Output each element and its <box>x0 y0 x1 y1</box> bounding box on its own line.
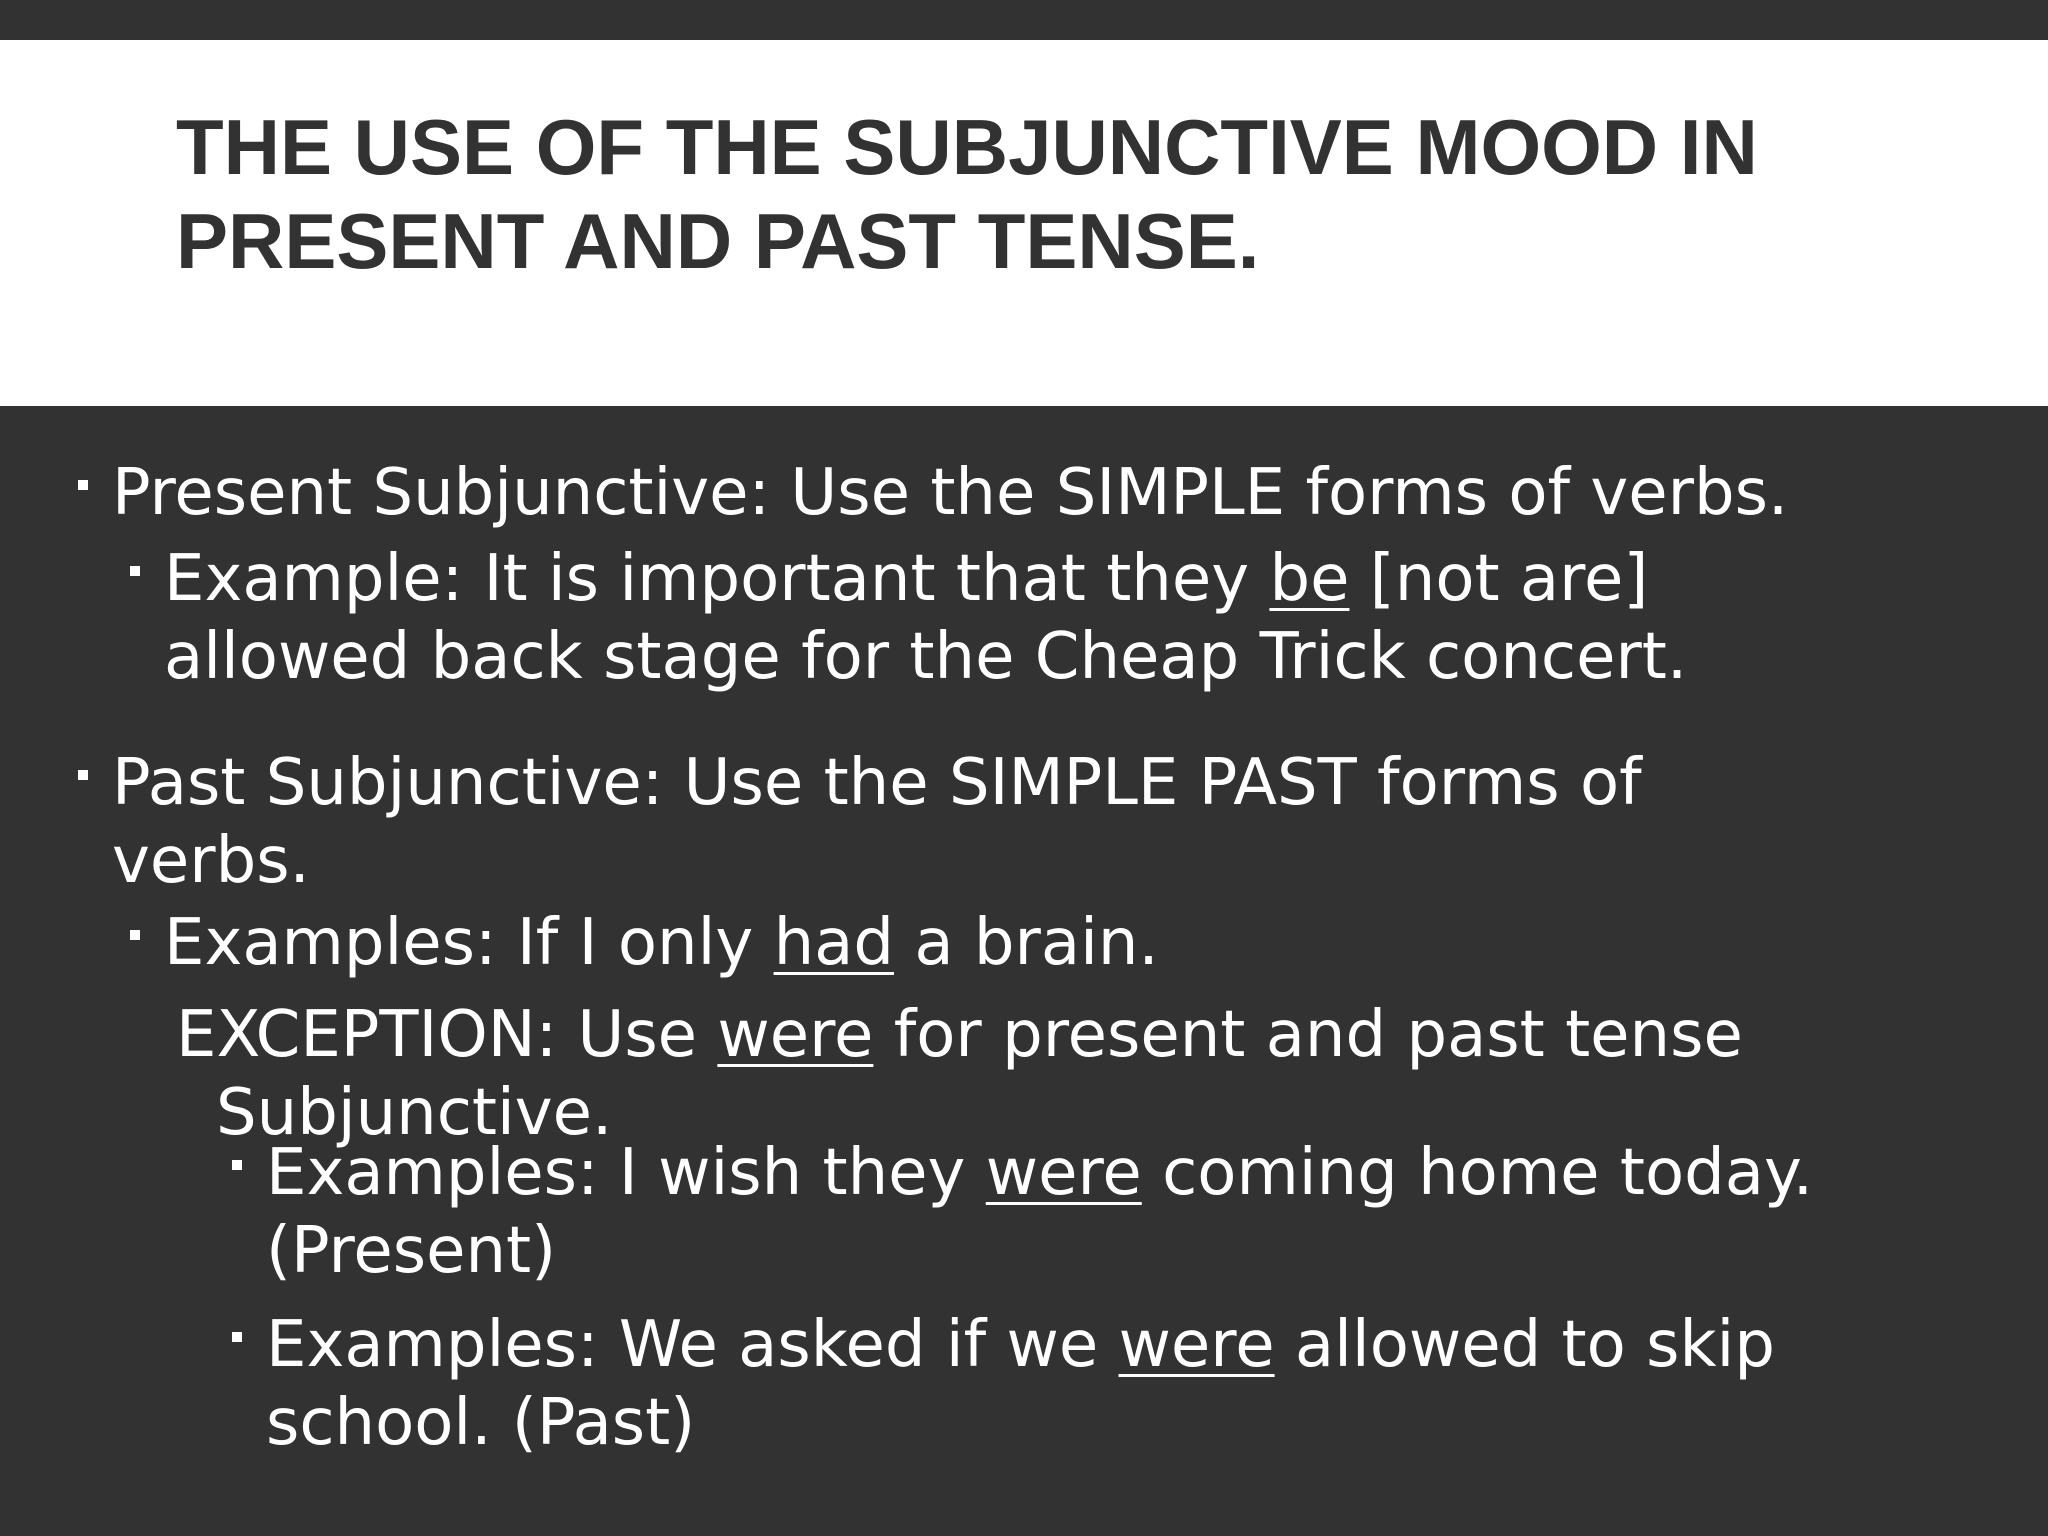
sub-example-1-line2-text: (Present) <box>266 1214 557 1288</box>
title-line-2: PRESENT AND PAST TENSE. <box>176 197 1260 285</box>
sub-example-2-line-2 <box>266 1384 695 1462</box>
bullet-square-icon <box>78 480 88 490</box>
past-example-post: a brain. <box>894 906 1159 980</box>
sub-example-2-line2-text: school. (Past) <box>266 1386 696 1460</box>
sub-example-2-post: allowed to skip <box>1274 1308 1775 1382</box>
past-subjunctive-line2: verbs. <box>112 824 310 898</box>
exception-post: for present and past tense <box>873 998 1743 1072</box>
sub-example-2-underlined: were <box>1118 1308 1275 1382</box>
top-strip <box>0 0 2048 40</box>
present-subjunctive-text: Present Subjunctive: Use the SIMPLE forms of verbs. <box>112 456 1789 530</box>
exception-underlined: were <box>717 998 874 1072</box>
present-example-line-2 <box>164 618 1687 696</box>
sub-example-1-underlined: were <box>985 1136 1142 1210</box>
present-example-underlined: be <box>1269 542 1350 616</box>
past-subjunctive-line-2 <box>112 822 310 900</box>
title-line-1: THE USE OF THE SUBJUNCTIVE MOOD IN <box>176 103 1758 191</box>
bullet-square-icon <box>232 1160 242 1170</box>
sub-example-1-post: coming home today. <box>1141 1136 1814 1210</box>
present-example-post: [not are] <box>1349 542 1649 616</box>
bullet-sub-example-past <box>266 1306 1775 1384</box>
sub-example-2-pre: Examples: We asked if we <box>266 1308 1119 1382</box>
bullet-present-example <box>164 540 1648 618</box>
past-example-pre: Examples: If I only <box>164 906 774 980</box>
sub-example-1-pre: Examples: I wish they <box>266 1136 986 1210</box>
bullet-square-icon <box>232 1332 242 1342</box>
bullet-past-subjunctive <box>112 744 1642 822</box>
past-subjunctive-line1: Past Subjunctive: Use the SIMPLE PAST forms of <box>112 746 1642 820</box>
present-example-pre: Example: It is important that they <box>164 542 1270 616</box>
bullet-square-icon <box>130 930 140 940</box>
exception-paragraph <box>176 996 1743 1074</box>
bullet-past-example <box>164 904 1159 982</box>
bullet-sub-example-present <box>266 1134 1813 1212</box>
exception-pre: EXCEPTION: Use <box>176 998 718 1072</box>
sub-example-1-line-2 <box>266 1212 556 1290</box>
bullet-square-icon <box>78 770 88 780</box>
bullet-square-icon <box>130 566 140 576</box>
exception-line2-text: Subjunctive. <box>216 1076 613 1150</box>
past-example-underlined: had <box>773 906 894 980</box>
slide-title <box>176 100 1976 288</box>
present-example-line2-text: allowed back stage for the Cheap Trick concert. <box>164 620 1688 694</box>
bullet-present-subjunctive <box>112 454 1788 532</box>
